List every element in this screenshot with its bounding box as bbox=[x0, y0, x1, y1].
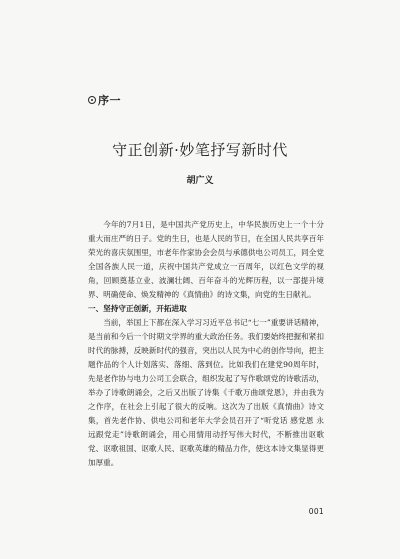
paragraph-1: 今年的7月1日，是中国共产党历史上，中华民族历史上一个十分重大而庄严的日子。党的生日，也是人民的节日，在全国人民共享百年荣光的喜庆氛围里，市老年作家协会会员与承德供电公司员工，同全党全国各族人民一道，庆祝中国共产党成立一百周年，以红色文学的视角，回顾奠基立业、波澜壮阔、百年奋斗的光辉历程，以一部提升境界、明确使命、焕发精神的《真情曲》的诗文集，向党的生日献礼。 bbox=[88, 220, 324, 299]
author-name: 胡广义 bbox=[186, 176, 214, 186]
article-title: 守正创新·妙笔抒写新时代 bbox=[112, 141, 288, 160]
subheading-1: 一、坚持守正创新，开拓进取 bbox=[88, 304, 187, 313]
section-label: 序一 bbox=[98, 94, 121, 107]
paragraph-2: 当前，举国上下都在深入学习习近平总书记“七一”重要讲话精神，是当前和今后一个时期文学界的重大政治任务。我们要始终把握和紧扣时代的脉搏，反映新时代的强音，突出以人民为中心的创作导向，把主题作品的个人计划落实、落细、落到位。比如我们在建党90周年时，先是老作协与电力公司工会联合，组织发起了写作歌颂党的诗歌活动，举办了诗歌朗诵会，之后又出版了诗集《千歌万曲颂党恩》，并由我为之作序，在社会上引起了很大的反响。这次为了出版《真情曲》诗文集，首先老作协、供电公司和老年大学会员召开了“听党话 感党恩 永远跟党走”诗歌朗诵会，用心用情用动抒写伟大时代，不断推出讴歌党、讴歌祖国、讴歌人民、讴歌英雄的精品力作，使这本诗文集显得更加厚重。 bbox=[88, 318, 324, 467]
page-number: 001 bbox=[308, 507, 324, 516]
article-body bbox=[88, 218, 324, 470]
section-heading bbox=[88, 92, 121, 108]
ring-bullet-icon bbox=[88, 96, 96, 104]
